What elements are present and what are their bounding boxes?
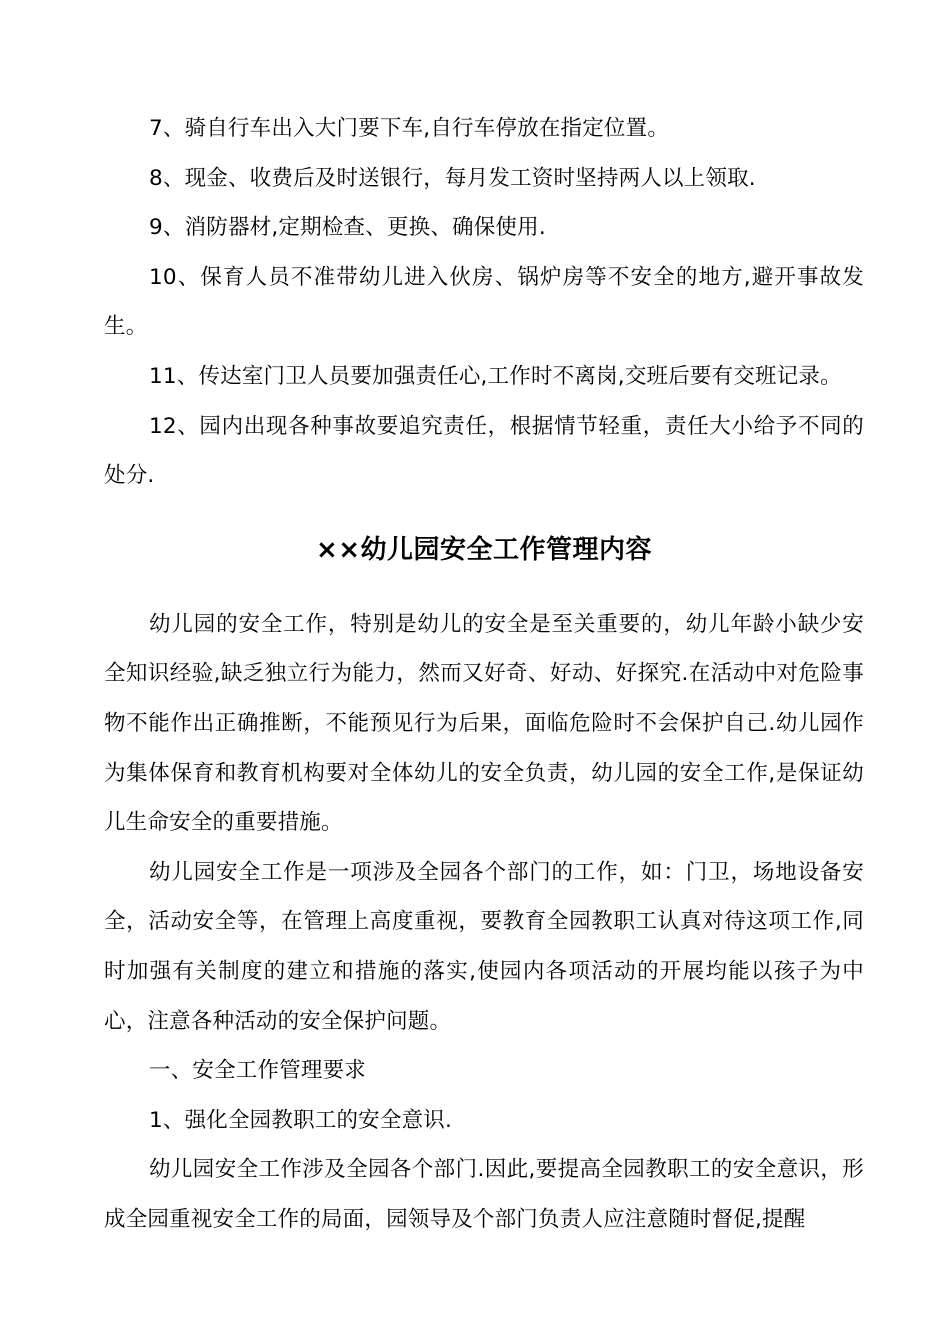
intro-paragraph-1: 幼儿园的安全工作，特别是幼儿的安全是至关重要的，幼儿年龄小缺少安全知识经验,缺乏独立行为能力，然而又好奇、好动、好探究.在活动中对危险事物不能作出正确推断，不能预见行为后果，面临危险时不会保护自己.幼儿园作为集体保育和教育机构要对全体幼儿的安全负责，幼儿园的安全工作,是保证幼儿生命安全的重要措施。: [104, 611, 864, 836]
section-heading: 一、安全工作管理要求: [149, 1058, 367, 1084]
section-title: ××幼儿园安全工作管理内容: [315, 534, 653, 565]
rule-item-7: 7、骑自行车出入大门要下车,自行车停放在指定位置。: [149, 116, 670, 141]
rule-item-9: 9、消防器材,定期检查、更换、确保使用.: [149, 215, 546, 241]
rule-item-8: 8、现金、收费后及时送银行，每月发工资时坚持两人以上领取.: [149, 165, 756, 191]
rule-item-12: 12、园内出现各种事故要追究责任，根据情节轻重，责任大小给予不同的处分.: [104, 413, 864, 489]
intro-paragraph-2: 幼儿园安全工作是一项涉及全园各个部门的工作，如：门卫，场地设备安全，活动安全等，在管理上高度重视，要教育全园教职工认真对待这项工作,同时加强有关制度的建立和措施的落实,使园内各项活动的开展均能以孩子为中心，注意各种活动的安全保护问题。: [104, 859, 864, 1034]
rule-item-11: 11、传达室门卫人员要加强责任心,工作时不离岗,交班后要有交班记录。: [149, 363, 842, 389]
body-paragraph: 幼儿园安全工作涉及全园各个部门.因此,要提高全园教职工的安全意识，形成全园重视安全工作的局面，园领导及个部门负责人应注意随时督促,提醒: [104, 1157, 864, 1232]
rule-item-10: 10、保育人员不准带幼儿进入伙房、锅炉房等不安全的地方,避开事故发生。: [104, 264, 864, 340]
document-body: [104, 104, 864, 1244]
subsection-heading: 1、强化全园教职工的安全意识.: [149, 1107, 453, 1133]
